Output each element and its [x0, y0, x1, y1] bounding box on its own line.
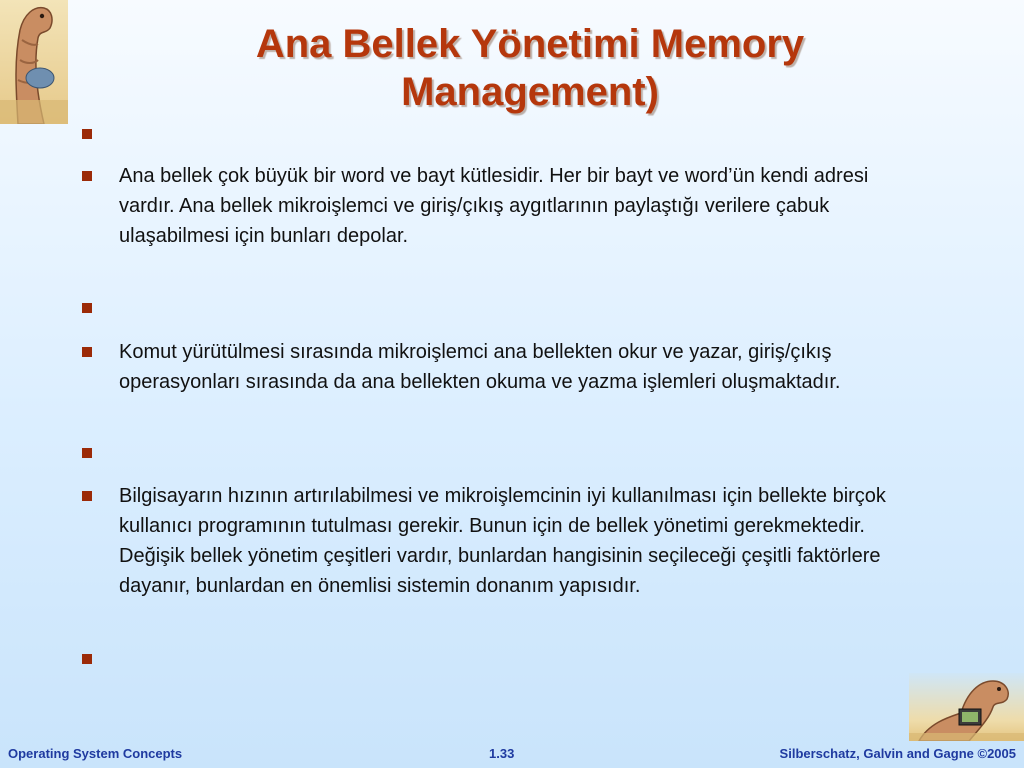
bullet-text: Komut yürütülmesi sırasında mikroişlemci ana bellekten okur ve yazar, giriş/çıkış operasyonları sırasında da ana bellekten okuma ve yazma işlemleri oluşmaktadır.: [119, 341, 841, 393]
square-bullet-icon: [82, 491, 92, 501]
square-bullet-icon: [82, 654, 92, 664]
dinosaur-illustration-bottom: [909, 673, 1024, 741]
bullet-text: Ana bellek çok büyük bir word ve bayt kütlesidir. Her bir bayt ve word’ün kendi adresi vardır. Ana bellek mikroişlemci ve giriş/çıkış aygıtlarının paylaştığı verilere çabuk ulaşabilmesi için bunları depolar.: [119, 165, 869, 247]
footer-left-text: Operating System Concepts: [8, 746, 183, 761]
square-bullet-icon: [82, 448, 92, 458]
square-bullet-icon: [82, 347, 92, 357]
bullet-text: Bilgisayarın hızının artırılabilmesi ve mikroişlemcinin iyi kullanılması için bellekte birçok kullanıcı programının tutulması gerekir. Bunun için de bellek yönetimi gerekmektedir. Değişik bellek yönetim çeşitleri vardır, bunlardan hangisinin seçileceği çeşitli faktörlere dayanır, bunlardan en önemlisi sistemin donanım yapısıdır.: [119, 485, 886, 597]
square-bullet-icon: [82, 129, 92, 139]
square-bullet-icon: [82, 171, 92, 181]
title-line-1: Ana Bellek Yönetimi Memory: [255, 22, 805, 66]
slide-title: [150, 20, 910, 116]
title-line-2: Management): [401, 70, 659, 114]
dinosaur-illustration-top: [0, 0, 68, 124]
footer-right-text: Silberschatz, Galvin and Gagne ©2005: [779, 746, 1016, 761]
footer-page-number: 1.33: [489, 746, 515, 761]
square-bullet-icon: [82, 303, 92, 313]
